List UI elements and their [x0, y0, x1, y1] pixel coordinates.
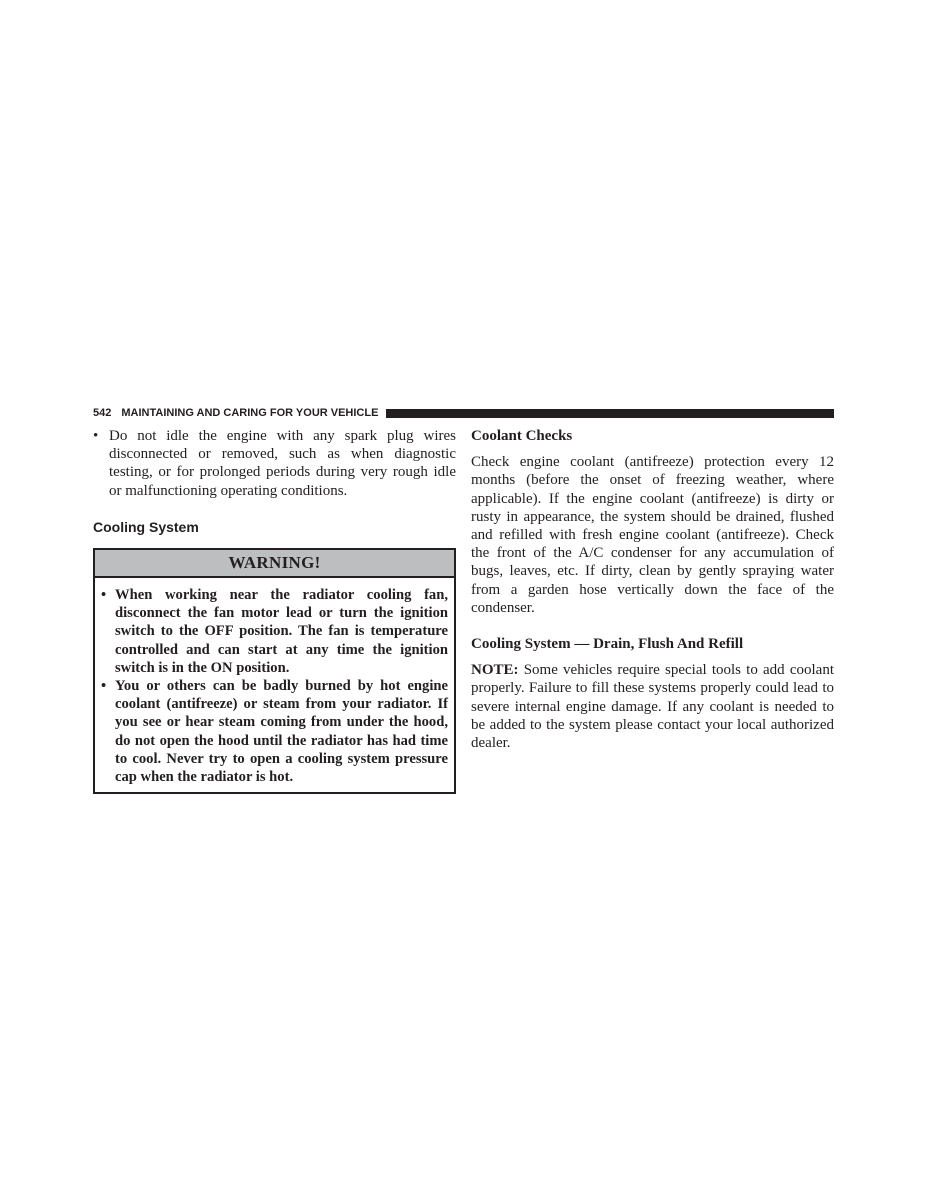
- section-heading-drain-flush-refill: Cooling System — Drain, Flush And Refill: [471, 636, 744, 653]
- bullet-icon: •: [101, 678, 107, 695]
- warning-box: [93, 548, 456, 794]
- bullet-text: Do not idle the engine with any spark plug wires disconnected or removed, such as when diagnostic testing, or for prolonged periods during very rough idle or malfunctioning operating conditions.: [109, 428, 456, 499]
- warning-item-text: When working near the radiator cooling fan, disconnect the fan motor lead or turn the ignition switch to the OFF position. The fan is temperature controlled and can start at any time the ignition switch is in the ON position.: [115, 587, 448, 676]
- left-column: [93, 427, 456, 794]
- coolant-checks-paragraph: Check engine coolant (antifreeze) protection every 12 months (before the onset of freezing weather, where applicable). If the engine coolant (antifreeze) is dirty or rusty in appearance, the system should be drained, flushed and refilled with fresh engine coolant (antifreeze). Check the front of the A/C condenser for any accumulation of bugs, leaves, etc. If dirty, clean by gently spraying water from a garden hose vertically down the face of the condenser.: [471, 454, 834, 616]
- warning-body: [95, 578, 454, 792]
- bullet-icon: •: [101, 587, 107, 604]
- section-heading-cooling-system: Cooling System: [93, 518, 199, 535]
- bullet-icon: •: [93, 428, 99, 444]
- chapter-title: MAINTAINING AND CARING FOR YOUR VEHICLE: [121, 407, 379, 419]
- list-item: [93, 427, 456, 500]
- warning-item-text: You or others can be badly burned by hot engine coolant (antifreeze) or steam from your radiator. If you see or hear steam coming from under the hood, do not open the hood until the radiator has had time to cool. Never try to open a cooling system pressure cap when the radiator is hot.: [115, 678, 448, 786]
- right-column: [471, 427, 834, 760]
- warning-item: [101, 586, 448, 677]
- note-paragraph: [471, 661, 834, 752]
- page-header: [93, 405, 834, 421]
- page-number: 542: [93, 407, 112, 419]
- header-rule: [386, 409, 834, 418]
- note-text: Some vehicles require special tools to add coolant properly. Failure to fill these systems properly could lead to severe internal engine damage. If any coolant is needed to be added to the system please contact your local authorized dealer.: [471, 662, 834, 752]
- section-heading-coolant-checks: Coolant Checks: [471, 428, 573, 444]
- note-label: NOTE:: [471, 662, 519, 679]
- warning-title: WARNING!: [95, 550, 454, 578]
- warning-item: [101, 677, 448, 786]
